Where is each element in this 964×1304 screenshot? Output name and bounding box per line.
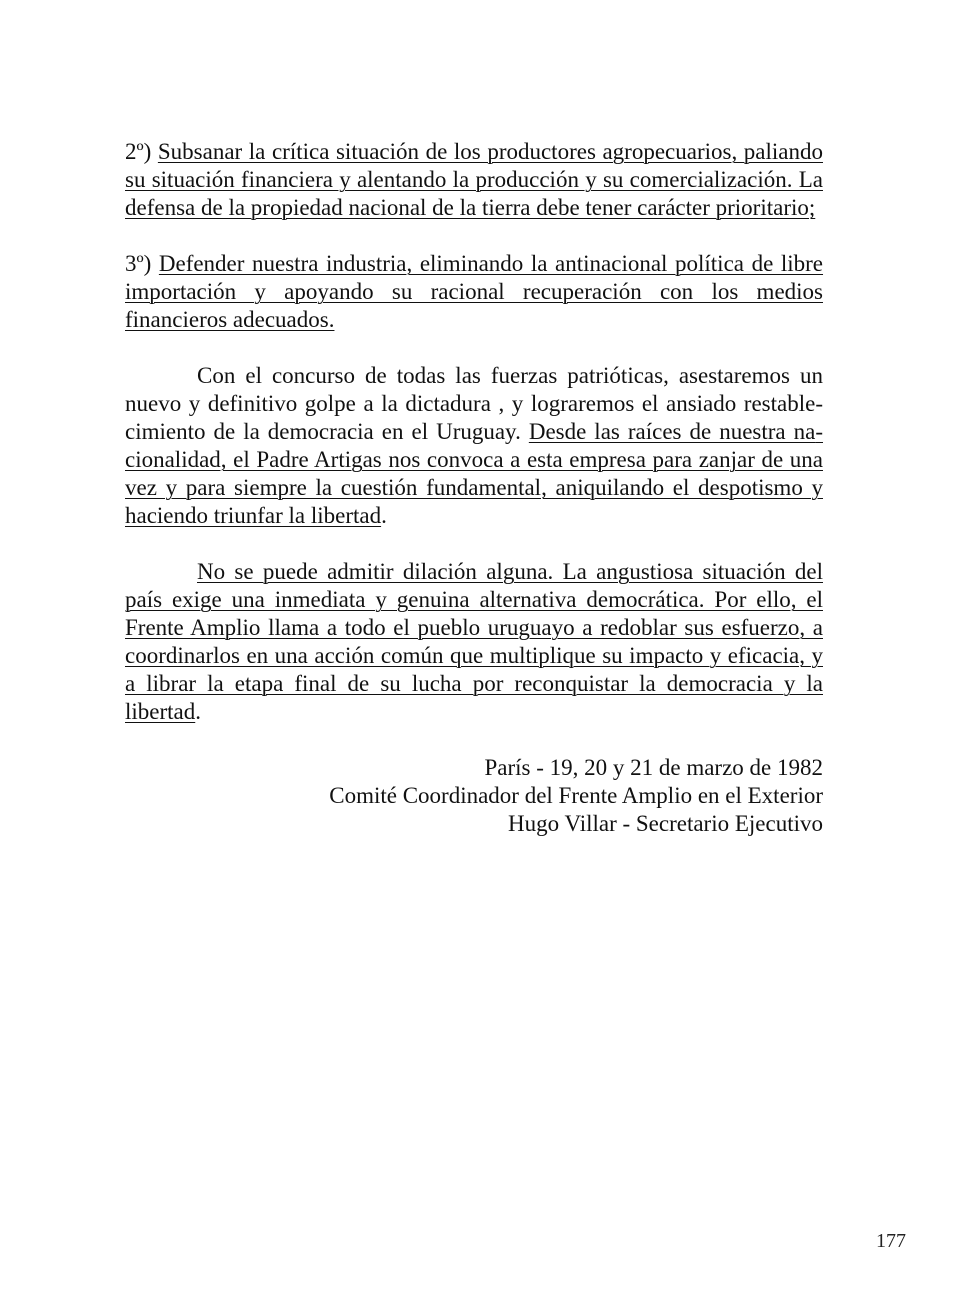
paragraph-underlined-text: Desde las raíces de nuestra nacionalidad, el Padre Artigas nos convoca a esta empresa para zanjar de una vez y para siempre la cuestión fundamental, aniquilando el despotismo y haciendo triunfar la libertad	[125, 419, 823, 528]
paragraph-plain-text: Con el concurso de todas las fuerzas patrióticas, asestaremos un nuevo y definitivo golpe a la dictadura , y lograremos el ansiado restablecimiento de la democracia en el Uruguay.	[125, 363, 823, 444]
page-number: 177	[876, 1230, 906, 1252]
signature-place-date: París - 19, 20 y 21 de marzo de 1982	[484, 755, 823, 780]
paragraph-end: .	[381, 503, 387, 528]
paragraph-concurso	[125, 362, 823, 530]
list-item-2	[125, 138, 823, 222]
signature-signer: Hugo Villar - Secretario Ejecutivo	[508, 811, 823, 836]
signature-block	[125, 754, 823, 838]
paragraph-underlined-text: No se puede admitir dilación alguna. La angustiosa situación del país exige una inmediata y genuina alternativa democrática. Por ello, el Frente Amplio llama a todo el pueblo uruguayo a redoblar sus esfuerzo, a coordinarlos en una acción común que multiplique su impacto y eficacia, y a librar la etapa final de su lucha por reconquistar la democracia y la libertad	[125, 559, 823, 724]
list-item-prefix: 3º)	[125, 251, 159, 276]
signature-committee: Comité Coordinador del Frente Amplio en el Exterior	[329, 783, 823, 808]
list-item-3	[125, 250, 823, 334]
paragraph-dilacion	[125, 558, 823, 726]
list-item-underlined-text: Defender nuestra industria, eliminando la antinacional política de libre importación y apoyando su racional recuperación con los medios financieros adecuados.	[125, 251, 824, 332]
list-item-prefix: 2º)	[125, 139, 158, 164]
document-body	[125, 138, 823, 838]
list-item-underlined-text: Subsanar la crítica situación de los productores agropecuarios, paliando su situación financiera y alentando la producción y su comercialización. La defensa de la propiedad nacional de la tierra debe tener carácter prioritario;	[125, 139, 823, 220]
paragraph-end: .	[195, 699, 201, 724]
